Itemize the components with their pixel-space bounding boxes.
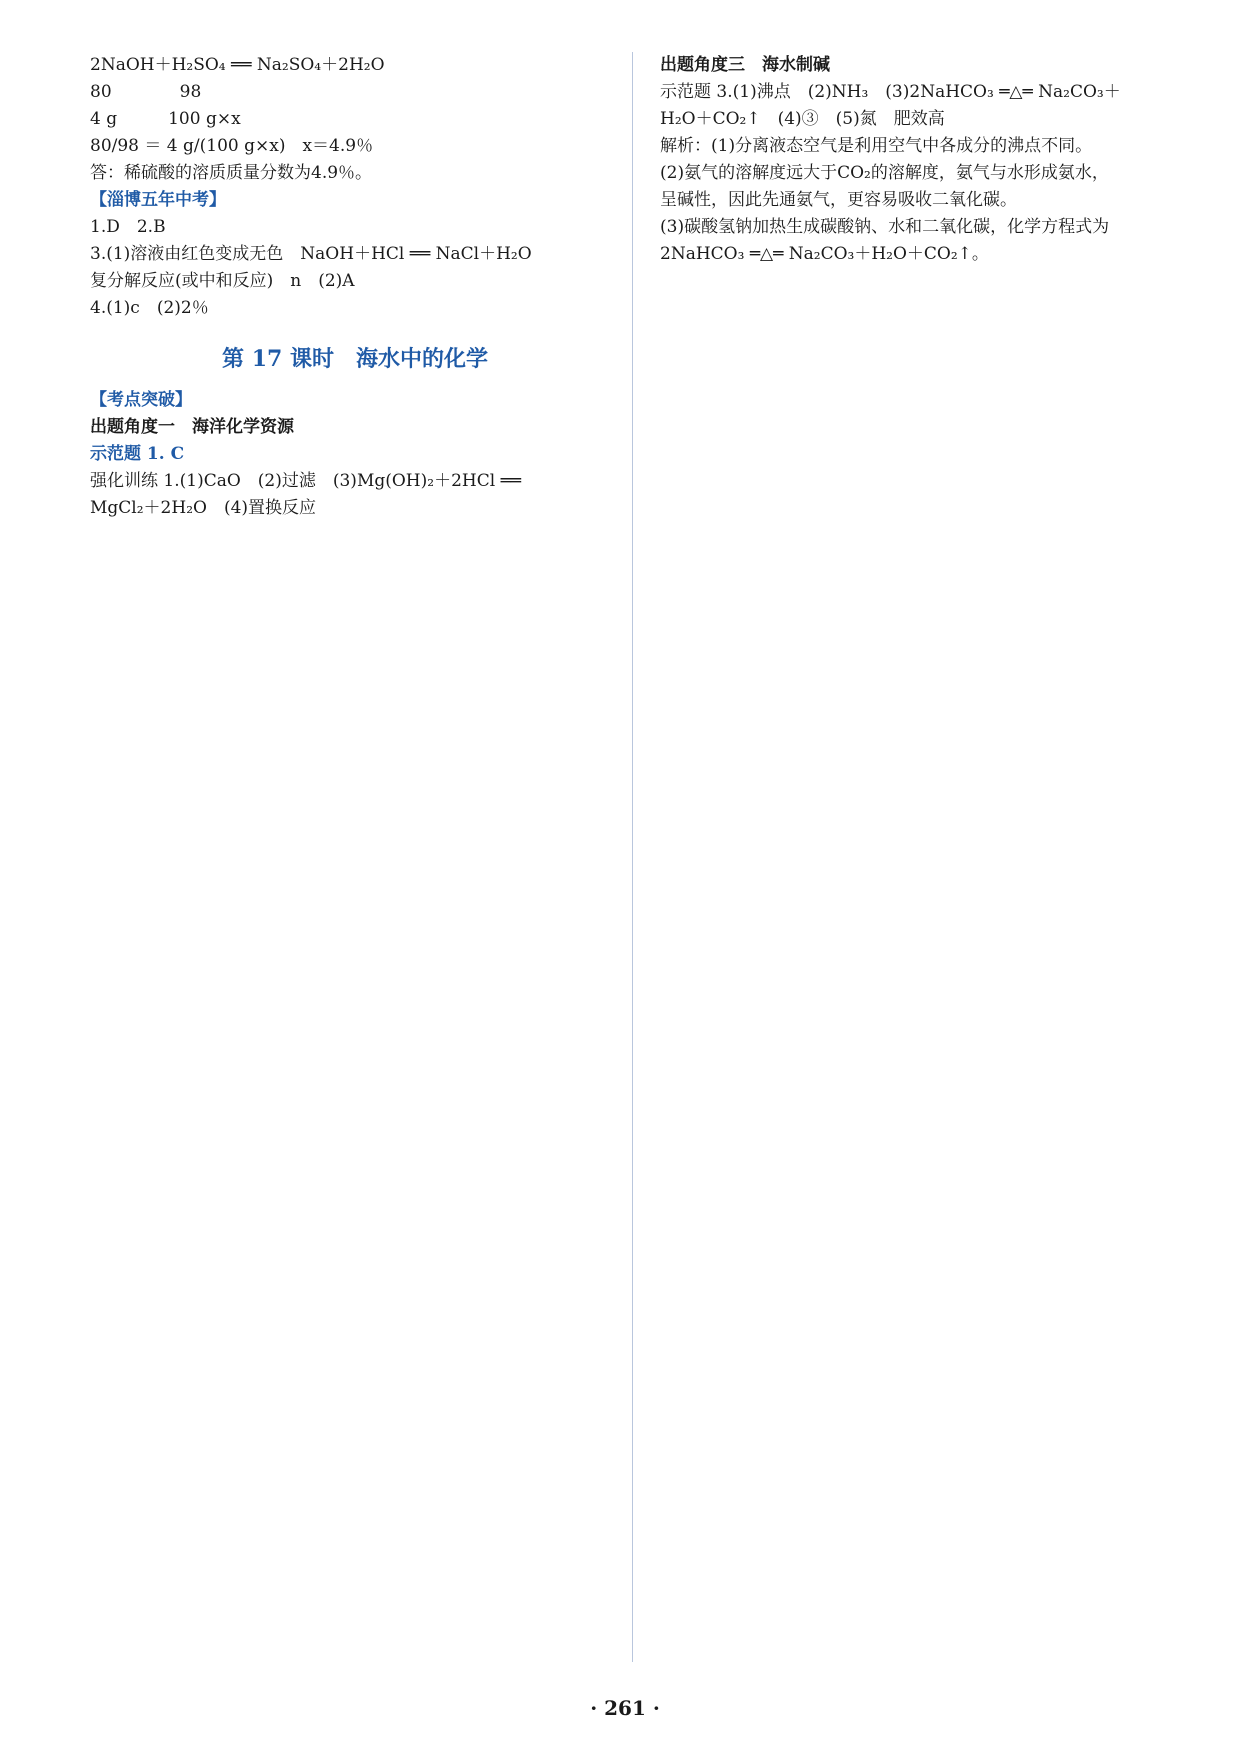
- right-column-line: 2NaHCO₃ ═△═ Na₂CO₃＋H₂O＋CO₂↑。: [660, 244, 989, 264]
- left-column-line: 出题角度一 海洋化学资源: [90, 417, 294, 437]
- left-column: [90, 52, 620, 522]
- right-column-line: 解析：(1)分离液态空气是利用空气中各成分的沸点不同。: [660, 136, 1093, 156]
- left-column-line: 答：稀硫酸的溶质质量分数为4.9％。: [90, 163, 373, 183]
- right-column-line: (3)碳酸氢钠加热生成碳酸钠、水和二氧化碳，化学方程式为: [660, 217, 1110, 237]
- right-column-line: 出题角度三 海水制碱: [660, 55, 830, 75]
- left-column-line: MgCl₂＋2H₂O (4)置换反应: [90, 498, 317, 518]
- left-column-line: 80 98: [90, 82, 202, 102]
- right-column-line: H₂O＋CO₂↑ (4)③ (5)氮 肥效高: [660, 109, 945, 129]
- left-column-line: 强化训练 1.(1)CaO (2)过滤 (3)Mg(OH)₂＋2HCl ══: [90, 471, 522, 491]
- left-column-line: 示范题 1. C: [90, 444, 185, 464]
- left-column-line: 【考点突破】: [90, 390, 192, 410]
- left-column-line: 【淄博五年中考】: [90, 190, 226, 210]
- right-column-line: 示范题 3.(1)沸点 (2)NH₃ (3)2NaHCO₃ ═△═ Na₂CO₃＋: [660, 82, 1121, 102]
- left-column-line: 80/98 ＝ 4 g/(100 g×x) x＝4.9％: [90, 136, 374, 156]
- left-column-line: 4 g 100 g×x: [90, 109, 241, 129]
- right-column: [660, 52, 1190, 268]
- left-column-line: 4.(1)c (2)2％: [90, 298, 209, 318]
- left-column-line: 第 17 课时 海水中的化学: [222, 346, 488, 372]
- left-column-line: 复分解反应(或中和反应) n (2)A: [90, 271, 355, 291]
- right-column-line: 呈碱性，因此先通氨气，更容易吸收二氧化碳。: [660, 190, 1017, 210]
- page-number: · 261 ·: [590, 1696, 660, 1720]
- left-column-line: 3.(1)溶液由红色变成无色 NaOH＋HCl ══ NaCl＋H₂O: [90, 244, 532, 264]
- left-column-line: 1.D 2.B: [90, 217, 166, 237]
- left-column-line: 2NaOH＋H₂SO₄ ══ Na₂SO₄＋2H₂O: [90, 55, 385, 75]
- column-divider: [632, 52, 633, 1662]
- right-column-line: (2)氨气的溶解度远大于CO₂的溶解度，氨气与水形成氨水，: [660, 163, 1109, 183]
